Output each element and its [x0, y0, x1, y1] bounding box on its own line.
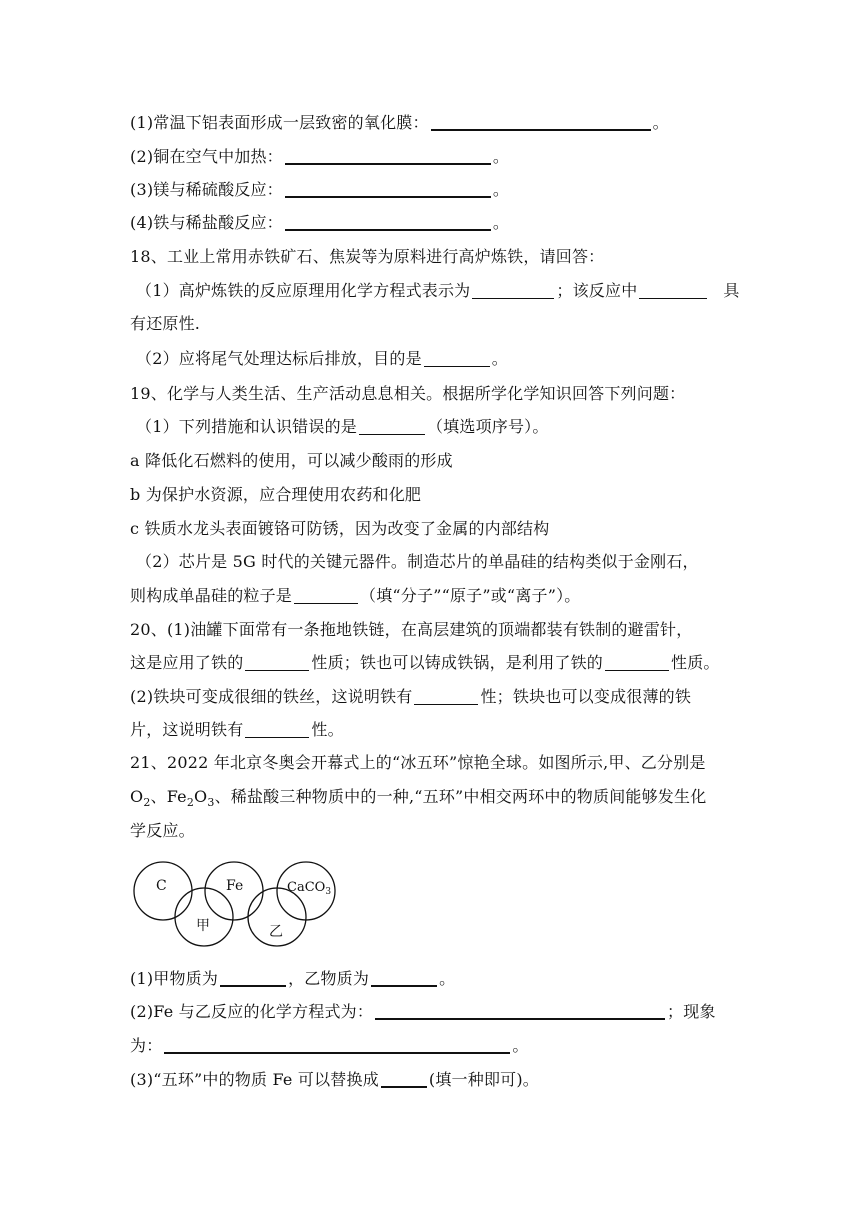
- q20-line-3: (2)铁块可变成很细的铁丝，这说明铁有 性；铁块也可以变成很薄的铁: [130, 687, 692, 706]
- q19-option-a: a 降低化石燃料的使用，可以减少酸雨的形成: [130, 451, 453, 470]
- q21-answer-3: (3)“五环”中的物质 Fe 可以替换成 (填一种即可)。: [130, 1070, 539, 1089]
- ring-label-caco3: CaCO$_3$: [287, 880, 332, 897]
- answer-blank[interactable]: [414, 688, 478, 705]
- answer-blank[interactable]: [285, 147, 491, 165]
- answer-blank[interactable]: [359, 418, 425, 435]
- answer-blank[interactable]: [431, 113, 651, 131]
- q17-item-4: (4)铁与稀盐酸反应： 。: [130, 213, 510, 232]
- answer-blank[interactable]: [294, 587, 358, 604]
- q17-item-3: (3)镁与稀硫酸反应： 。: [130, 180, 510, 199]
- q20-line-2: 这是应用了铁的 性质；铁也可以铸成铁锅，是利用了铁的 性质。: [130, 653, 720, 672]
- q21-answer-2: (2)Fe 与乙反应的化学方程式为： ；现象: [130, 1002, 716, 1021]
- answer-blank[interactable]: [164, 1036, 510, 1054]
- q18-stem: 18、工业上常用赤铁矿石、焦炭等为原料进行高炉炼铁，请回答：: [130, 247, 605, 266]
- answer-blank[interactable]: [639, 282, 707, 299]
- q18-part-1-cont: 有还原性.: [130, 314, 201, 333]
- answer-blank[interactable]: [285, 213, 491, 231]
- ring-label-jia: 甲: [196, 918, 210, 934]
- q19-part-1: （1）下列措施和认识错误的是 （填选项序号）。: [136, 417, 549, 436]
- answer-blank[interactable]: [424, 350, 490, 367]
- answer-blank[interactable]: [371, 969, 437, 987]
- q21-line-1: 21、2022 年北京冬奥会开幕式上的“冰五环”惊艳全球。如图所示,甲、乙分别是: [130, 753, 706, 772]
- q21-line-3: 学反应。: [130, 821, 195, 840]
- ring-jia: [175, 888, 233, 946]
- olympic-rings-diagram: [132, 858, 342, 948]
- answer-blank[interactable]: [285, 180, 491, 198]
- q18-part-1: （1）高炉炼铁的反应原理用化学方程式表示为 ；该反应中 具: [136, 281, 740, 300]
- answer-blank[interactable]: [472, 282, 554, 299]
- answer-blank[interactable]: [245, 654, 309, 671]
- q20-line-4: 片，这说明铁有 性。: [130, 720, 344, 739]
- answer-blank[interactable]: [220, 969, 286, 987]
- answer-blank[interactable]: [375, 1002, 665, 1020]
- ring-label-c: C: [156, 878, 167, 894]
- q19-option-c: c 铁质水龙头表面镀铬可防锈，因为改变了金属的内部结构: [130, 519, 550, 538]
- q18-part-2: （2）应将尾气处理达标后排放，目的是 。: [136, 349, 508, 368]
- answer-blank[interactable]: [245, 721, 309, 738]
- q19-option-b: b 为保护水资源，应合理使用农药和化肥: [130, 485, 422, 504]
- q20-line-1: 20、(1)油罐下面常有一条拖地铁链，在高层建筑的顶端都装有铁制的避雷针，: [130, 620, 693, 639]
- q17-item-1: (1)常温下铝表面形成一层致密的氧化膜： 。: [130, 113, 669, 132]
- q19-stem: 19、化学与人类生活、生产活动息息相关。根据所学化学知识回答下列问题：: [130, 384, 686, 403]
- q21-answer-2-cont: 为： 。: [130, 1036, 529, 1055]
- ring-label-fe: Fe: [226, 878, 244, 894]
- answer-blank[interactable]: [381, 1070, 427, 1088]
- answer-blank[interactable]: [605, 654, 669, 671]
- q19-part-2-cont: 则构成单晶硅的粒子是 （填“分子”“原子”或“离子”）。: [130, 586, 581, 605]
- q21-answer-1: (1)甲物质为 ，乙物质为 。: [130, 969, 456, 988]
- q17-item-2: (2)铜在空气中加热： 。: [130, 147, 510, 166]
- q21-line-2: $O_2$、$Fe_2O_3$、稀盐酸三种物质中的一种,“五环”中相交两环中的物质间能够发生化: [130, 787, 707, 810]
- ring-label-yi: 乙: [269, 924, 283, 940]
- q19-part-2: （2）芯片是 5G 时代的关键元器件。制造芯片的单晶硅的结构类似于金刚石，: [136, 552, 699, 571]
